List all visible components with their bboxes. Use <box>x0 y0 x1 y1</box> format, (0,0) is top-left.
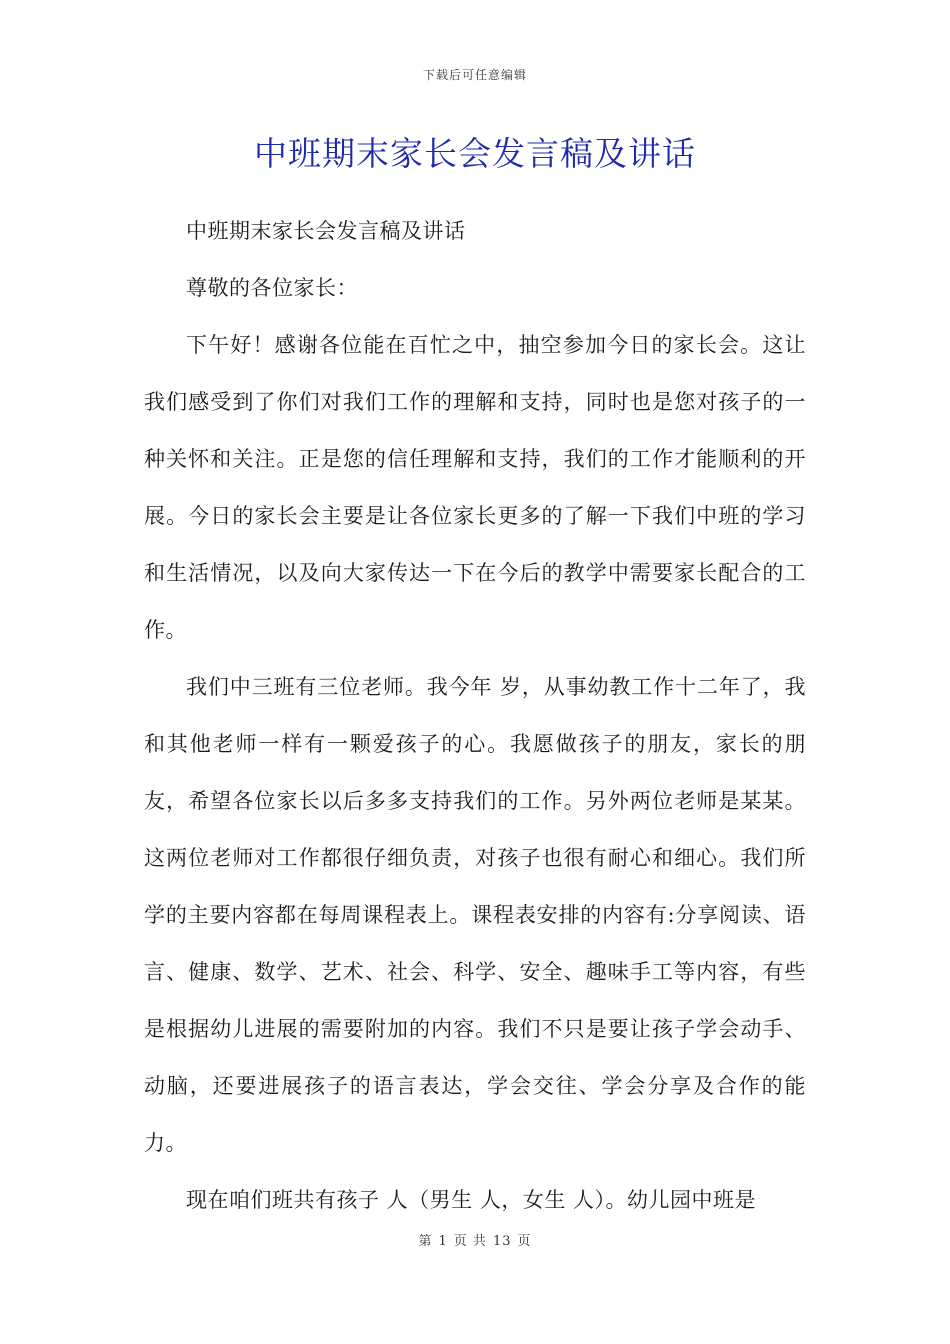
paragraph-teachers: 我们中三班有三位老师。我今年 岁，从事幼教工作十二年了，我和其他老师一样有一颗爱孩子的心。我愿做孩子的朋友，家长的朋友，希望各位家长以后多多支持我们的工作。另外两位老师是某某。这两位老师对工作都很仔细负责，对孩子也很有耐心和细心。我们所学的主要内容都在每周课程表上。课程表安排的内容有:分享阅读、语言、健康、数学、艺术、社会、科学、安全、趣味手工等内容，有些是根据幼儿进展的需要附加的内容。我们不只是要让孩子学会动手、动脑，还要进展孩子的语言表达，学会交往、学会分享及合作的能力。 <box>144 675 806 1155</box>
paragraph-salutation: 尊敬的各位家长： <box>186 276 358 300</box>
footer-label-pre: 第 <box>418 1234 433 1249</box>
document-title: 中班期末家长会发言稿及讲话 <box>254 134 696 173</box>
paragraph-subtitle: 中班期末家长会发言稿及讲话 <box>186 219 466 243</box>
page-number-total: 13 <box>492 1234 512 1249</box>
footer-label-post: 页 <box>517 1234 532 1249</box>
page-number-current: 1 <box>438 1234 448 1249</box>
footer-label-mid: 页 共 <box>453 1234 487 1249</box>
paragraph-class-info: 现在咱们班共有孩子 人（男生 人，女生 人）。幼儿园中班是 <box>186 1188 757 1212</box>
paragraph-greeting: 下午好！感谢各位能在百忙之中，抽空参加今日的家长会。这让我们感受到了你们对我们工作的理解和支持，同时也是您对孩子的一种关怀和关注。正是您的信任理解和支持，我们的工作才能顺利的开展。今日的家长会主要是让各位家长更多的了解一下我们中班的学习和生活情况，以及向大家传达一下在今后的教学中需要家长配合的工作。 <box>144 333 806 642</box>
page-footer <box>0 1230 950 1249</box>
header-note: 下载后可任意编辑 <box>422 68 527 82</box>
document-body <box>144 203 806 1229</box>
